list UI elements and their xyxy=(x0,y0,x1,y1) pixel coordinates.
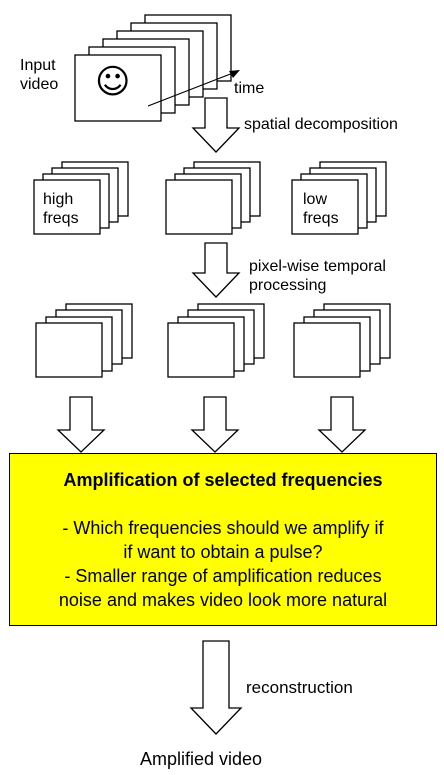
down-arrow-right xyxy=(319,397,365,452)
spatial-decomposition-label: spatial decomposition xyxy=(244,116,398,133)
high-freqs-label-line2: freqs xyxy=(43,210,79,227)
temporal-processing-label-line1: pixel-wise temporal xyxy=(249,258,386,275)
down-arrow-temporal xyxy=(193,243,239,297)
low-freqs-label-line2: freqs xyxy=(303,210,339,227)
amplification-line4: noise and makes video look more natural xyxy=(58,590,388,610)
input-label-line1: Input xyxy=(20,57,56,74)
amplification-box xyxy=(9,453,437,626)
amplification-title: Amplification of selected frequencies xyxy=(63,470,383,490)
down-arrow-middle xyxy=(192,397,238,452)
band-stack-mid xyxy=(166,162,260,234)
temporal-processing-label-line2: processing xyxy=(249,277,327,294)
input-label-line2: video xyxy=(20,76,59,93)
down-arrow-reconstruction xyxy=(191,641,241,734)
processed-stack-left xyxy=(36,304,132,377)
smiley-face-icon: ☺ xyxy=(95,62,131,102)
down-arrow-spatial xyxy=(193,98,239,152)
down-arrow-left xyxy=(58,397,104,452)
amplification-line2: if want to obtain a pulse? xyxy=(123,542,323,562)
processed-stack-right xyxy=(294,304,390,377)
reconstruction-label: reconstruction xyxy=(246,678,353,697)
processed-stack-middle xyxy=(168,304,264,377)
amplification-line1: - Which frequencies should we amplify if xyxy=(62,518,384,538)
high-freqs-label-line1: high xyxy=(43,191,74,208)
amplified-video-label: Amplified video xyxy=(140,749,263,769)
time-label: time xyxy=(234,80,265,97)
low-freqs-label-line1: low xyxy=(303,191,328,208)
amplification-line3: - Smaller range of amplification reduces xyxy=(64,566,382,586)
